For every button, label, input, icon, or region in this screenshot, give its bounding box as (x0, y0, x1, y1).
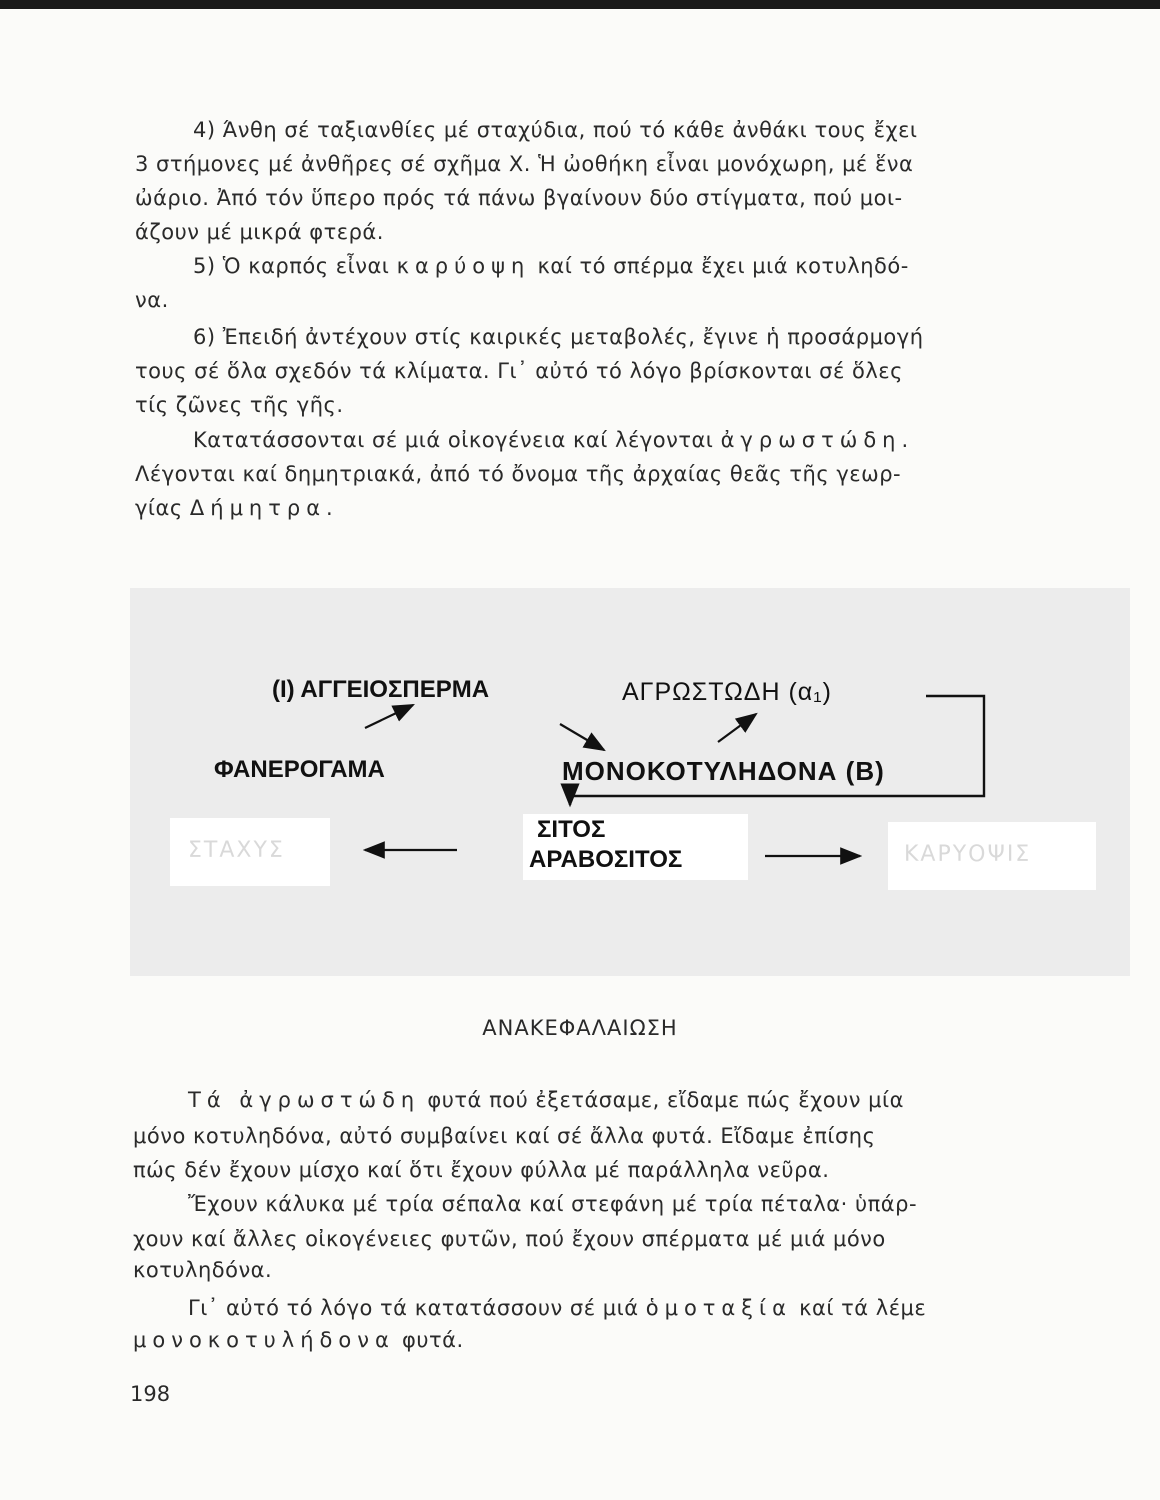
label-fanerogama: ΦΑΝΕΡΟΓΑΜΑ (214, 756, 385, 783)
summary-heading: ΑΝΑΚΕΦΑΛΑΙΩΣΗ (482, 1016, 678, 1040)
spaced-term: καρύοψη (396, 254, 531, 278)
label-angiosperma: (Ι) ΑΓΓΕΙΟΣΠΕΡΜΑ (272, 676, 490, 703)
text-line: μόνο κοτυληδόνα, αὐτό συμβαίνει καί σέ ἄλλα φυτά. Εἴδαμε ἐπίσης (133, 1124, 876, 1148)
spaced-term: ὁμοταξία (645, 1296, 792, 1320)
text-line (193, 254, 909, 278)
text-line (188, 1088, 904, 1112)
spaced-term: ἀγρωστώδη. (720, 428, 915, 452)
box-stachys (170, 818, 330, 886)
classification-diagram (130, 588, 1130, 976)
text-line: 6) Ἐπειδή ἀντέχουν στίς καιρικές μεταβολές, ἔγινε ἡ προσάρμογή (193, 325, 924, 349)
text-run: Γι᾽ αὐτό τό λόγο τά κατατάσσουν σέ μιά (188, 1296, 646, 1320)
text-line: κοτυληδόνα. (133, 1258, 273, 1282)
text-line: τους σέ ὅλα σχεδόν τά κλίματα. Γι᾽ αὐτό τό λόγο βρίσκονται σέ ὅλες (135, 359, 903, 383)
text-line: ὠάριο. Ἀπό τόν ὕπερο πρός τά πάνω βγαίνουν δύο στίγματα, πού μοι- (135, 186, 903, 210)
arrow-fanerogama-to-angiosperma (365, 705, 413, 728)
label-agrostodi: ΑΓΡΩΣΤΩΔΗ (α₁) (622, 678, 833, 706)
text-line: να. (135, 288, 169, 312)
text-line (135, 496, 339, 520)
text-run: 5) Ὁ καρπός εἶναι (193, 254, 397, 278)
box-karyopsis (888, 822, 1096, 890)
bracket-agrostodi-to-sitos (570, 696, 984, 805)
text-run: καί τά λέμε (791, 1296, 927, 1320)
box-sitos-aravositos (523, 814, 748, 880)
label-stachys: ΣΤΑΧΥΣ (188, 838, 285, 863)
text-run: γίας (135, 496, 190, 520)
text-line (188, 1296, 926, 1320)
spaced-term: Δήμητρα. (189, 496, 339, 520)
text-line: χουν καί ἄλλες οἰκογένειες φυτῶν, πού ἔχουν σπέρματα μέ μιά μόνο (133, 1227, 886, 1251)
text-line (133, 1328, 464, 1352)
text-line: 4) Άνθη σέ ταξιανθίες μέ σταχύδια, πού τό κάθε ἀνθάκι τους ἔχει (193, 118, 918, 142)
text-run: Κατατάσσονται σέ μιά οἰκογένεια καί λέγονται (193, 428, 721, 452)
text-line (193, 428, 914, 452)
text-line: τίς ζῶνες τῆς γῆς. (135, 393, 344, 417)
label-karyopsis: ΚΑΡΥΟΨΙΣ (904, 842, 1032, 867)
spaced-term: Τά ἀγρωστώδη (188, 1088, 421, 1112)
text-run: καί τό σπέρμα ἔχει μιά κοτυληδό- (530, 254, 909, 278)
text-run: φυτά. (394, 1328, 464, 1352)
spaced-term: μονοκοτυλήδονα (133, 1328, 395, 1352)
text-run: φυτά πού ἐξετάσαμε, εἴδαμε πώς ἔχουν μία (420, 1088, 904, 1112)
arrow-angiosperma-to-monokotylidona (560, 724, 604, 750)
text-line: πώς δέν ἔχουν μίσχο καί ὅτι ἔχουν φύλλα μέ παράλληλα νεῦρα. (133, 1158, 830, 1182)
label-sitos: ΣΙΤΟΣ (537, 816, 606, 843)
page-number: 198 (130, 1382, 171, 1406)
text-line: άζουν μέ μικρά φτερά. (135, 220, 384, 244)
arrow-monokotylidona-to-agrostodi (718, 714, 756, 742)
text-line: Λέγονται καί δημητριακά, ἀπό τό ὄνομα τῆς ἀρχαίας θεᾶς τῆς γεωρ- (135, 462, 902, 486)
label-monokotylidona: ΜΟΝΟΚΟΤΥΛΗΔΟΝΑ (Β) (562, 756, 885, 786)
text-line: 3 στήμονες μέ ἀνθῆρες σέ σχῆμα Χ. Ἡ ὠοθήκη εἶναι μονόχωρη, μέ ἕνα (135, 152, 914, 176)
label-aravositos: ΑΡΑΒΟΣΙΤΟΣ (529, 846, 683, 873)
scan-border (0, 0, 1160, 9)
text-line: Ἔχουν κάλυκα μέ τρία σέπαλα καί στεφάνη μέ τρία πέταλα· ὑπάρ- (188, 1192, 918, 1216)
